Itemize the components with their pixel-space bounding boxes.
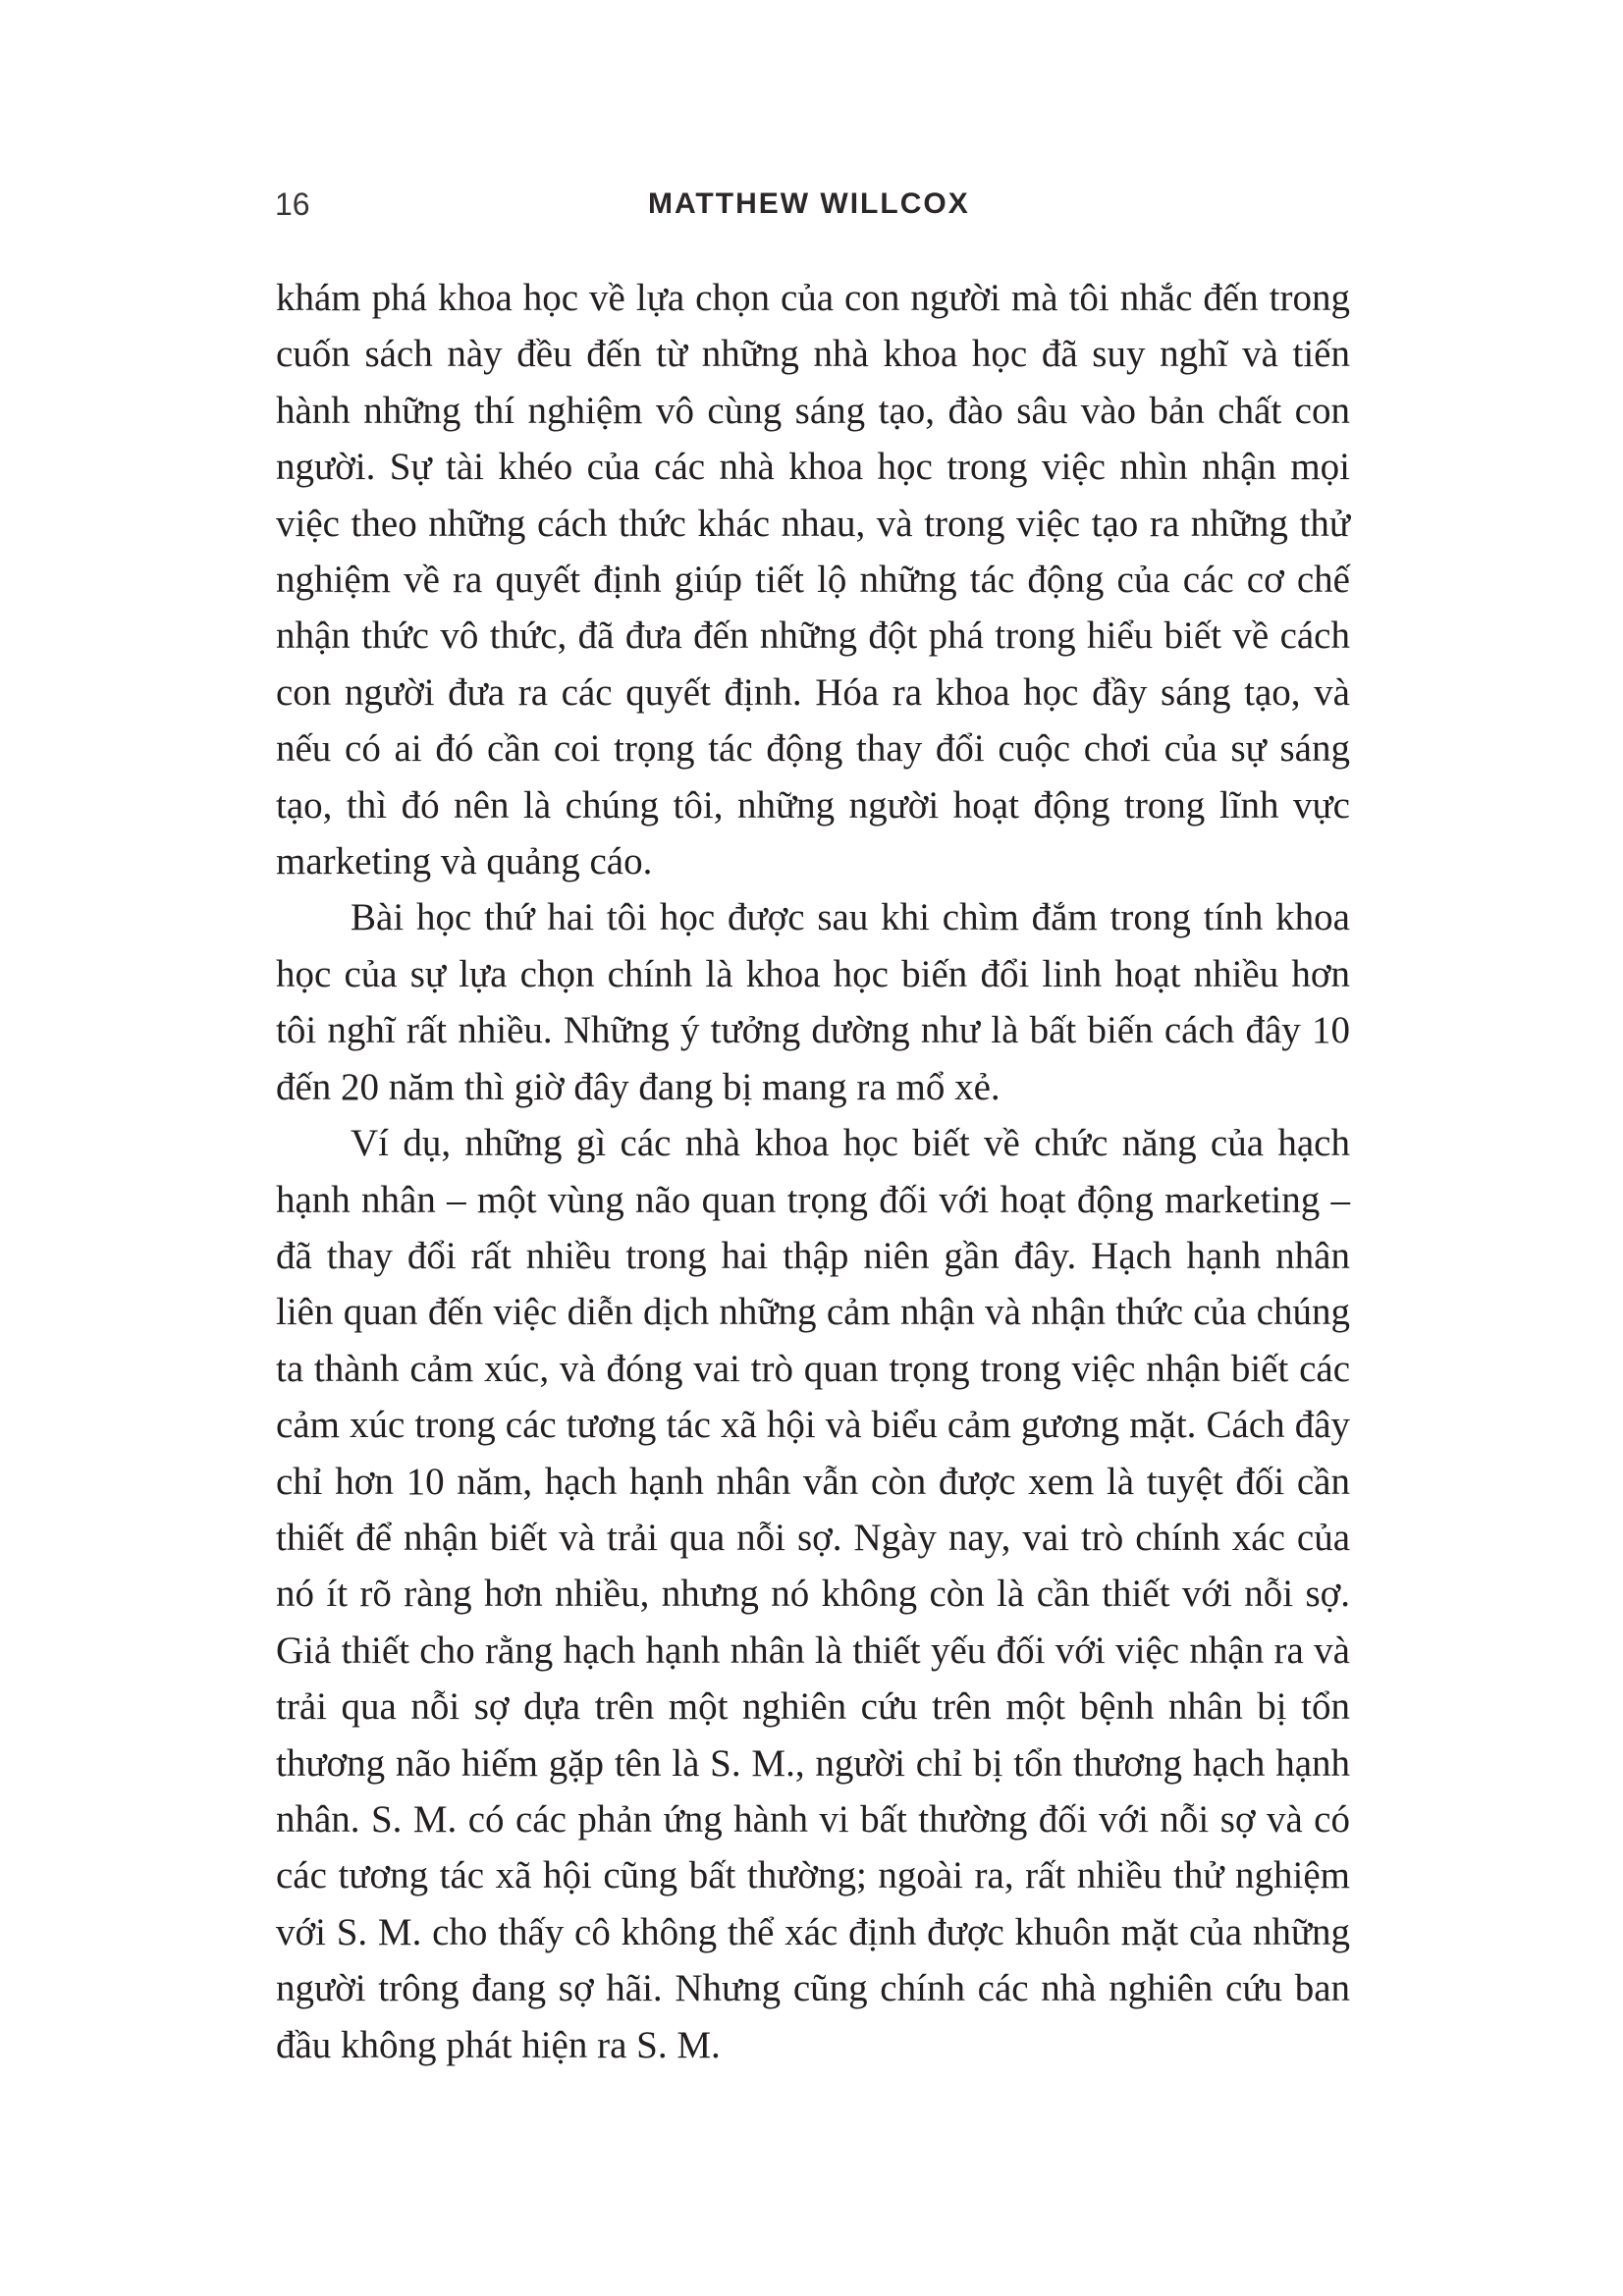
paragraph: Bài học thứ hai tôi học được sau khi chìm đắm trong tính khoa học của sự lựa chọn chính là khoa học biến đổi linh hoạt nhiều hơn tôi nghĩ rất nhiều. Những ý tưởng dường như là bất biến cách đây 10 đến 20 năm thì giờ đây đang bị mang ra mổ xẻ. (276, 896, 1350, 1108)
page-header (0, 185, 1623, 228)
page-number: 16 (275, 187, 310, 222)
body-text (276, 270, 1350, 2073)
paragraph: Ví dụ, những gì các nhà khoa học biết về chức năng của hạch hạnh nhân – một vùng não quan trọng đối với hoạt động marketing – đã thay đổi rất nhiều trong hai thập niên gần đây. Hạch hạnh nhân liên quan đến việc diễn dịch những cảm nhận và nhận thức của chúng ta thành cảm xúc, và đóng vai trò quan trọng trong việc nhận biết các cảm xúc trong các tương tác xã hội và biểu cảm gương mặt. Cách đây chỉ hơn 10 năm, hạch hạnh nhân vẫn còn được xem là tuyệt đối cần thiết để nhận biết và trải qua nỗi sợ. Ngày nay, vai trò chính xác của nó ít rõ ràng hơn nhiều, nhưng nó không còn là cần thiết với nỗi sợ. Giả thiết cho rằng hạch hạnh nhân là thiết yếu đối với việc nhận ra và trải qua nỗi sợ dựa trên một nghiên cứu trên một bệnh nhân bị tổn thương não hiếm gặp tên là S. M., người chỉ bị tổn thương hạch hạnh nhân. S. M. có các phản ứng hành vi bất thường đối với nỗi sợ và có các tương tác xã hội cũng bất thường; ngoài ra, rất nhiều thử nghiệm với S. M. cho thấy cô không thể xác định được khuôn mặt của những người trông đang sợ hãi. Nhưng cũng chính các nhà nghiên cứu ban đầu không phát hiện ra S. M. (276, 1122, 1350, 2066)
running-head-author: MATTHEW WILLCOX (648, 187, 970, 220)
paragraph: khám phá khoa học về lựa chọn của con người mà tôi nhắc đến trong cuốn sách này đều đến từ những nhà khoa học đã suy nghĩ và tiến hành những thí nghiệm vô cùng sáng tạo, đào sâu vào bản chất con người. Sự tài khéo của các nhà khoa học trong việc nhìn nhận mọi việc theo những cách thức khác nhau, và trong việc tạo ra những thử nghiệm về ra quyết định giúp tiết lộ những tác động của các cơ chế nhận thức vô thức, đã đưa đến những đột phá trong hiểu biết về cách con người đưa ra các quyết định. Hóa ra khoa học đầy sáng tạo, và nếu có ai đó cần coi trọng tác động thay đổi cuộc chơi của sự sáng tạo, thì đó nên là chúng tôi, những người hoạt động trong lĩnh vực marketing và quảng cáo. (276, 277, 1350, 883)
